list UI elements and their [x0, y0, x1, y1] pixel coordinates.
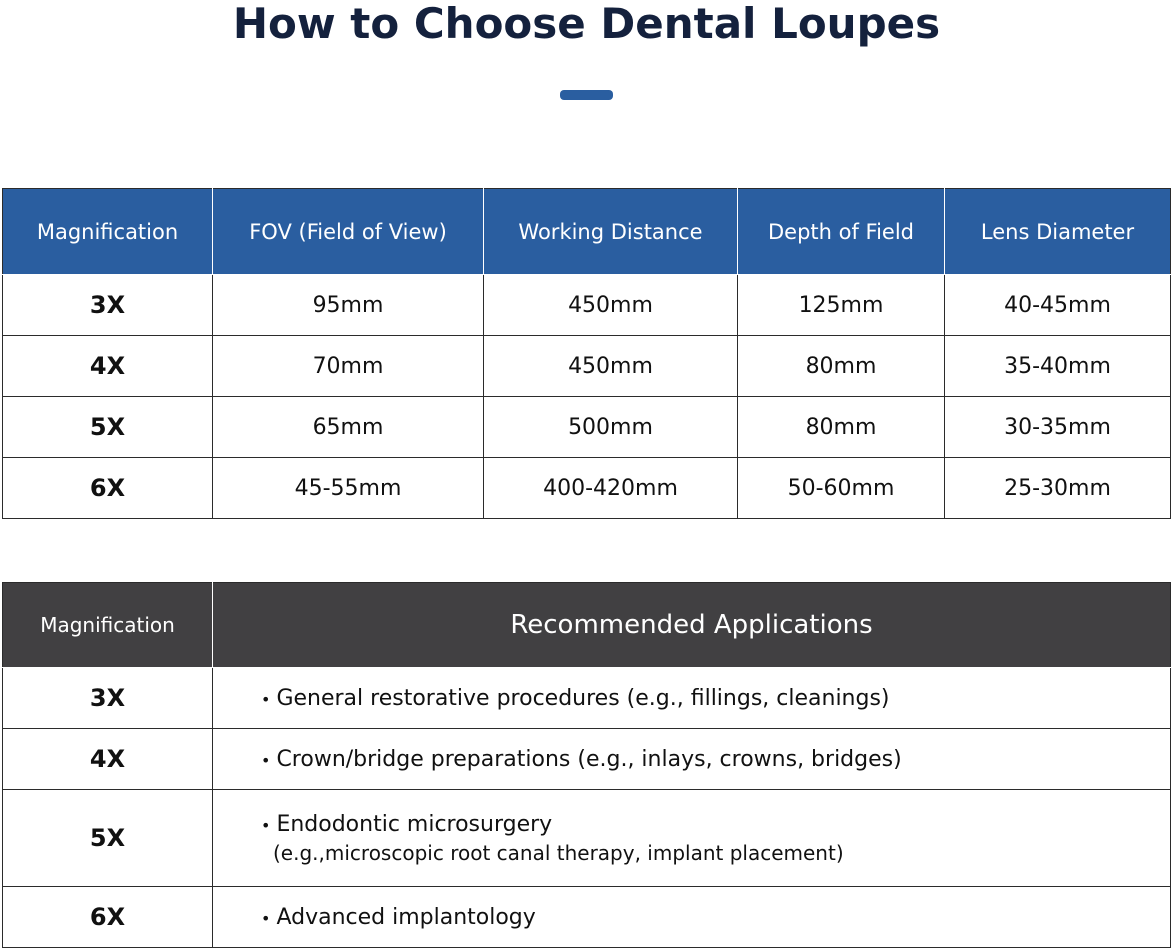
- working-distance-cell: 500mm: [484, 397, 738, 458]
- magnification-cell: 4X: [3, 336, 213, 397]
- lens-diameter-cell: 30-35mm: [945, 397, 1171, 458]
- application-cell: [213, 729, 1171, 790]
- application-text: Crown/bridge preparations (e.g., inlays, crowns, bridges): [276, 746, 902, 772]
- header-lens-diameter: Lens Diameter: [945, 189, 1171, 275]
- header-fov: FOV (Field of View): [213, 189, 484, 275]
- bullet-icon: •: [261, 750, 271, 770]
- table-row: [3, 790, 1171, 887]
- magnification-cell: 6X: [3, 458, 213, 519]
- application-text: Advanced implantology: [276, 904, 536, 930]
- application-text: Endodontic microsurgery: [276, 811, 553, 837]
- lens-diameter-cell: 40-45mm: [945, 275, 1171, 336]
- magnification-cell: 5X: [3, 397, 213, 458]
- table-row: [3, 336, 1171, 397]
- header-magnification: Magnification: [3, 189, 213, 275]
- application-cell: [213, 887, 1171, 948]
- application-text: General restorative procedures (e.g., fillings, cleanings): [276, 685, 890, 711]
- applications-table: [2, 582, 1171, 948]
- working-distance-cell: 450mm: [484, 275, 738, 336]
- magnification-cell: 6X: [3, 887, 213, 948]
- application-cell: [213, 668, 1171, 729]
- specs-header-row: [3, 189, 1171, 275]
- table-row: [3, 458, 1171, 519]
- page-title: How to Choose Dental Loupes: [232, 0, 941, 48]
- magnification-cell: 5X: [3, 790, 213, 887]
- bullet-icon: •: [261, 908, 271, 928]
- header-working-distance: Working Distance: [484, 189, 738, 275]
- application-cell: [213, 790, 1171, 887]
- fov-cell: 45-55mm: [213, 458, 484, 519]
- magnification-cell: 4X: [3, 729, 213, 790]
- fov-cell: 65mm: [213, 397, 484, 458]
- header-depth-of-field: Depth of Field: [738, 189, 945, 275]
- table-row: [3, 887, 1171, 948]
- magnification-cell: 3X: [3, 275, 213, 336]
- application-note: (e.g.,microscopic root canal therapy, implant placement): [273, 840, 844, 865]
- header-recommended-applications: Recommended Applications: [213, 583, 1171, 668]
- depth-of-field-cell: 80mm: [738, 397, 945, 458]
- working-distance-cell: 450mm: [484, 336, 738, 397]
- bullet-icon: •: [261, 815, 271, 835]
- bullet-icon: •: [261, 689, 271, 709]
- depth-of-field-cell: 50-60mm: [738, 458, 945, 519]
- table-row: [3, 397, 1171, 458]
- table-row: [3, 275, 1171, 336]
- depth-of-field-cell: 125mm: [738, 275, 945, 336]
- lens-diameter-cell: 35-40mm: [945, 336, 1171, 397]
- table-row: [3, 729, 1171, 790]
- fov-cell: 70mm: [213, 336, 484, 397]
- magnification-cell: 3X: [3, 668, 213, 729]
- header-magnification: Magnification: [3, 583, 213, 668]
- specs-table: [2, 188, 1171, 519]
- title-accent-bar: [560, 90, 613, 100]
- fov-cell: 95mm: [213, 275, 484, 336]
- depth-of-field-cell: 80mm: [738, 336, 945, 397]
- working-distance-cell: 400-420mm: [484, 458, 738, 519]
- lens-diameter-cell: 25-30mm: [945, 458, 1171, 519]
- table-row: [3, 668, 1171, 729]
- applications-header-row: [3, 583, 1171, 668]
